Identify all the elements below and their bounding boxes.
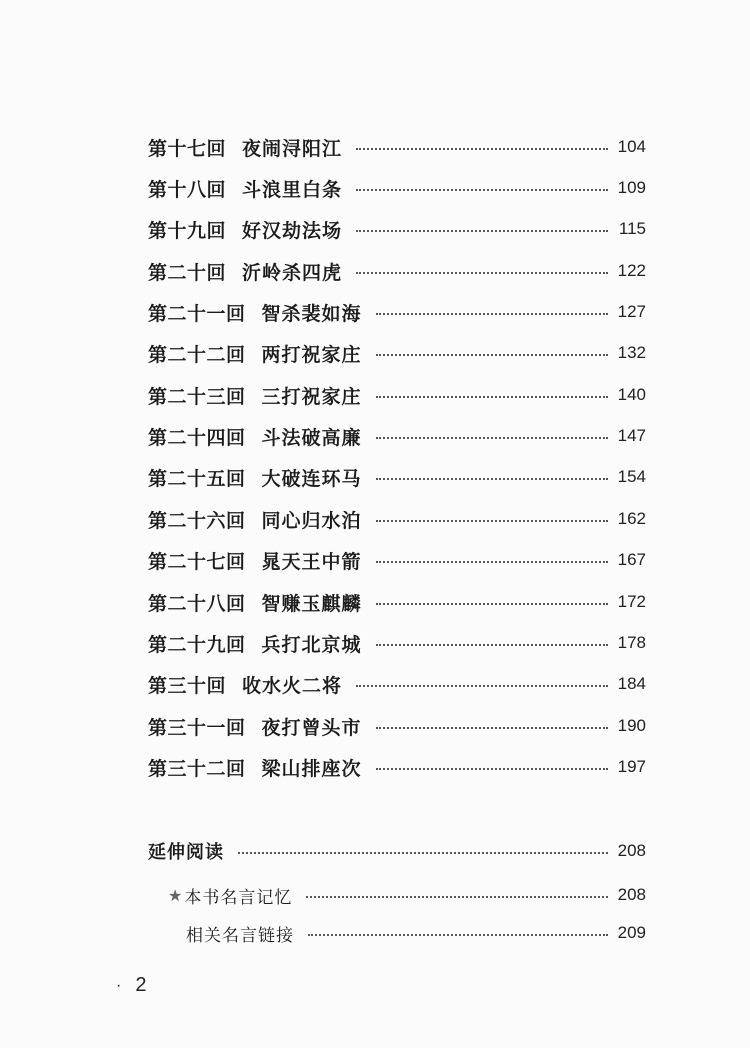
dot-leader xyxy=(376,354,608,356)
toc-entry[interactable] xyxy=(148,421,646,451)
dot-leader xyxy=(356,685,608,687)
chapter-number: 第三十二回 xyxy=(148,757,246,780)
dot-leader xyxy=(356,230,608,232)
page-footer xyxy=(116,974,146,997)
page-number: 172 xyxy=(617,592,646,611)
dot-leader xyxy=(356,148,608,150)
chapter-title: 三打祝家庄 xyxy=(261,385,362,408)
chapter-number: 第二十二回 xyxy=(148,343,246,366)
chapter-title: 梁山排座次 xyxy=(261,757,362,780)
toc-entry[interactable] xyxy=(148,256,646,286)
page-number: 209 xyxy=(617,923,646,942)
chapter-title: 兵打北京城 xyxy=(261,633,362,656)
toc-entry[interactable] xyxy=(148,462,646,492)
page-number: 190 xyxy=(617,716,646,735)
toc-entry[interactable] xyxy=(148,338,646,368)
page-number: 127 xyxy=(617,302,646,321)
chapter-number: 第二十九回 xyxy=(148,633,246,656)
chapter-title: 智杀裴如海 xyxy=(261,302,362,325)
page-number: 104 xyxy=(617,137,646,156)
extended-reading-title: 延伸阅读 xyxy=(148,842,224,863)
toc-entry[interactable] xyxy=(148,380,646,410)
page-number: 167 xyxy=(617,550,646,569)
page-number: 147 xyxy=(617,426,646,445)
chapter-number: 第二十八回 xyxy=(148,592,246,615)
chapter-number: 第二十五回 xyxy=(148,467,246,490)
chapter-number: 第二十三回 xyxy=(148,385,246,408)
page-number: 140 xyxy=(617,385,646,404)
toc-entry[interactable] xyxy=(148,628,646,658)
chapter-title: 好汉劫法场 xyxy=(242,219,343,242)
dot-leader xyxy=(376,768,608,770)
page-number: 154 xyxy=(617,467,646,486)
dot-leader xyxy=(376,520,608,522)
toc-entry[interactable] xyxy=(148,173,646,203)
page-number: 109 xyxy=(617,178,646,197)
chapter-title: 沂岭杀四虎 xyxy=(242,261,343,284)
page-number: 115 xyxy=(618,219,646,238)
page-number: 132 xyxy=(617,343,646,362)
toc-entry[interactable] xyxy=(148,669,646,699)
chapter-title: 斗法破高廉 xyxy=(261,426,362,449)
dot-leader xyxy=(376,727,608,729)
dot-leader xyxy=(308,934,608,936)
chapter-title: 斗浪里白条 xyxy=(242,178,343,201)
chapter-title: 夜闹浔阳江 xyxy=(242,137,343,160)
dot-leader xyxy=(376,478,608,480)
toc-entry[interactable] xyxy=(148,214,646,244)
page-number: 208 xyxy=(617,885,646,904)
page-number: 178 xyxy=(617,633,646,652)
footer-bullet: · xyxy=(116,976,122,994)
chapter-number: 第二十七回 xyxy=(148,550,246,573)
chapter-title: 收水火二将 xyxy=(242,674,343,697)
subentry-title: 本书名言记忆 xyxy=(184,887,293,908)
toc-entry[interactable] xyxy=(148,504,646,534)
dot-leader xyxy=(376,437,608,439)
dot-leader xyxy=(376,561,608,563)
dot-leader xyxy=(376,313,608,315)
toc-entry[interactable] xyxy=(148,587,646,617)
dot-leader xyxy=(376,603,608,605)
toc-entry[interactable] xyxy=(148,545,646,575)
page-number: 184 xyxy=(617,674,646,693)
toc-entry[interactable] xyxy=(148,752,646,782)
extended-reading-subentry[interactable] xyxy=(186,918,646,948)
chapter-number: 第十七回 xyxy=(148,137,227,160)
chapter-title: 夜打曾头市 xyxy=(261,716,362,739)
dot-leader xyxy=(356,189,608,191)
chapter-title: 两打祝家庄 xyxy=(261,343,362,366)
toc-entry[interactable] xyxy=(148,132,646,162)
chapter-number: 第二十一回 xyxy=(148,302,246,325)
dot-leader xyxy=(356,272,608,274)
chapter-title: 大破连环马 xyxy=(261,467,362,490)
toc-entry[interactable] xyxy=(148,711,646,741)
extended-reading-entry[interactable] xyxy=(148,836,646,866)
subentry-title: 相关名言链接 xyxy=(186,925,294,946)
page-number: 162 xyxy=(617,509,646,528)
dot-leader xyxy=(238,852,608,854)
page-number: 197 xyxy=(617,757,646,776)
dot-leader xyxy=(306,896,608,898)
chapter-number: 第二十回 xyxy=(148,261,227,284)
chapter-number: 第三十回 xyxy=(148,674,227,697)
chapter-number: 第十八回 xyxy=(148,178,227,201)
chapter-number: 第十九回 xyxy=(148,219,227,242)
toc-entry[interactable] xyxy=(148,297,646,327)
page-number: 122 xyxy=(617,261,646,280)
footer-page-number: 2 xyxy=(135,974,147,996)
chapter-title: 同心归水泊 xyxy=(261,509,362,532)
chapter-title: 晁天王中箭 xyxy=(261,550,362,573)
chapter-number: 第二十四回 xyxy=(148,426,246,449)
chapter-title: 智赚玉麒麟 xyxy=(261,592,362,615)
extended-reading-subentry[interactable] xyxy=(168,880,646,910)
chapter-number: 第二十六回 xyxy=(148,509,246,532)
chapter-number: 第三十一回 xyxy=(148,716,246,739)
star-icon: ★ xyxy=(168,885,183,905)
dot-leader xyxy=(376,644,608,646)
page-number: 208 xyxy=(617,841,646,860)
dot-leader xyxy=(376,396,608,398)
